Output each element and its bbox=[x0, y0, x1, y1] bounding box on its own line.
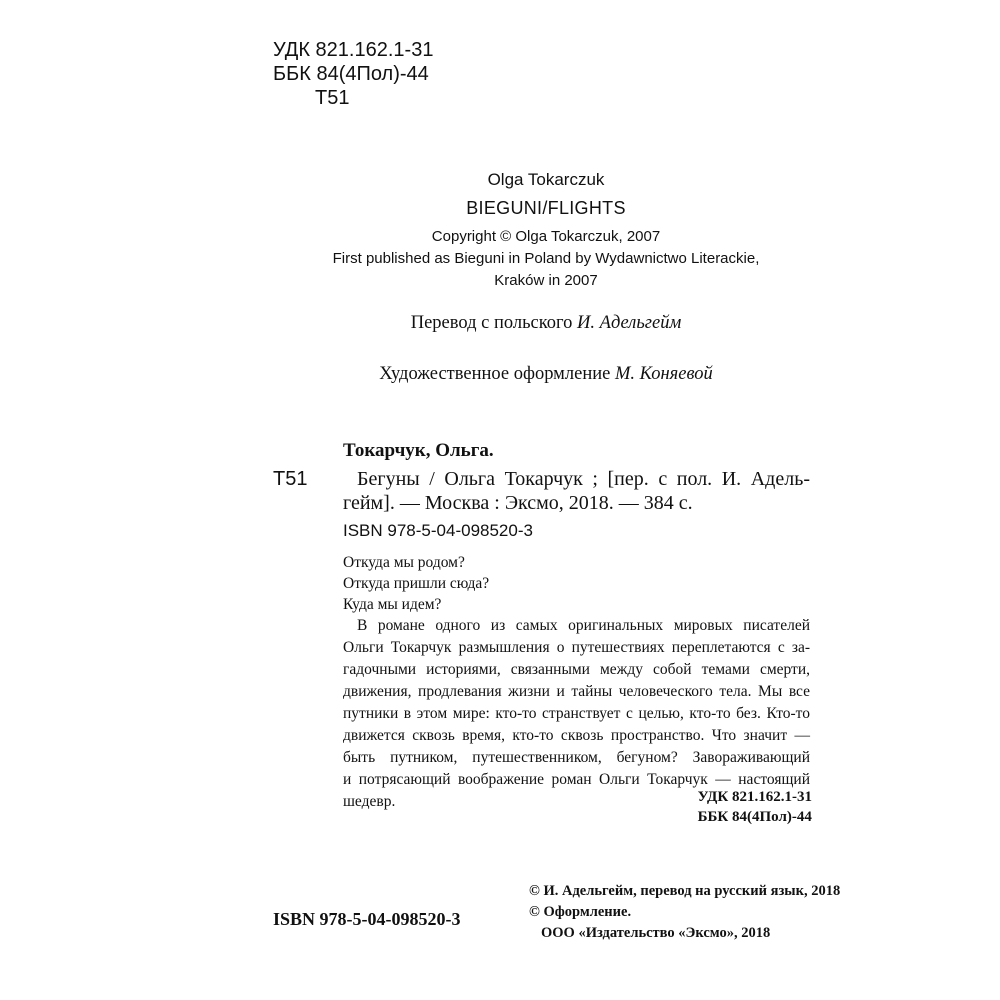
udk-code: УДК 821.162.1-31 bbox=[273, 39, 434, 61]
annotation-line: шедевр. bbox=[343, 793, 396, 810]
design-name: М. Коняевой bbox=[614, 364, 713, 384]
translator-credit bbox=[250, 313, 842, 334]
bottom-udk-code: УДК 821.162.1-31 bbox=[697, 789, 812, 805]
first-published-line: First published as Bieguni in Poland by Wydawnictwo Literackie, bbox=[332, 250, 760, 267]
annotation-line: гадочными историями, связанными между собой темами смерти, bbox=[343, 661, 810, 678]
place-year-line: Kraków in 2007 bbox=[494, 272, 598, 289]
bottom-isbn: ISBN 978-5-04-098520-3 bbox=[273, 909, 461, 929]
annotation-line: В романе одного из самых оригинальных мировых писателей bbox=[357, 617, 810, 634]
annotation-line: путники в этом мире: кто-то странствует с целью, кто-то без. Кто-то bbox=[343, 705, 810, 722]
question-3: Куда мы идем? bbox=[343, 596, 442, 613]
biblio-line-2: гейм]. — Москва : Эксмо, 2018. — 384 с. bbox=[343, 492, 693, 514]
annotation-line: быть путником, путешественником, бегуном? Завораживающий bbox=[343, 749, 810, 766]
original-author: Olga Tokarczuk bbox=[487, 170, 605, 189]
author-mark: Т51 bbox=[315, 87, 350, 109]
annotation-line: и потрясающий воображение роман Ольги Токарчук — настоящий bbox=[343, 771, 810, 788]
biblio-line-1: Бегуны / Ольга Токарчук ; [пер. с пол. И. Адель- bbox=[357, 468, 810, 490]
translation-rights: © И. Адельгейм, перевод на русский язык, 2018 bbox=[529, 883, 841, 899]
original-edition-block bbox=[250, 170, 842, 294]
author-heading: Токарчук, Ольга. bbox=[343, 440, 494, 461]
top-classification-codes bbox=[273, 38, 433, 110]
rights-notice bbox=[529, 883, 840, 946]
annotation-line: движется сквозь время, кто-то сквозь пространство. Что значит — bbox=[343, 727, 810, 744]
design-label: Художественное оформление bbox=[379, 364, 615, 384]
annotation-line: Ольги Токарчук размышления о путешествиях переплетаются с за- bbox=[343, 639, 810, 656]
bottom-classification-codes bbox=[698, 789, 812, 829]
bottom-bbk-code: ББК 84(4Пол)-44 bbox=[697, 809, 812, 825]
design-rights: © Оформление. bbox=[529, 904, 632, 920]
translator-label: Перевод с польского bbox=[410, 313, 578, 333]
bbk-code: ББК 84(4Пол)-44 bbox=[273, 63, 429, 85]
publisher-rights: ООО «Издательство «Эксмо», 2018 bbox=[541, 925, 771, 941]
question-1: Откуда мы родом? bbox=[343, 554, 465, 571]
copyright-line: Copyright © Olga Tokarczuk, 2007 bbox=[431, 228, 661, 245]
original-title: BIEGUNI/FLIGHTS bbox=[466, 198, 626, 218]
bibliographic-code: Т51 bbox=[273, 468, 308, 490]
translator-name: И. Адельгейм bbox=[577, 313, 682, 333]
isbn-record: ISBN 978-5-04-098520-3 bbox=[343, 521, 533, 540]
epigraph-questions bbox=[343, 552, 489, 615]
design-credit bbox=[250, 364, 842, 385]
annotation-line: движения, продлевания жизни и тайны человеческого тела. Мы все bbox=[343, 683, 810, 700]
question-2: Откуда пришли сюда? bbox=[343, 575, 490, 592]
